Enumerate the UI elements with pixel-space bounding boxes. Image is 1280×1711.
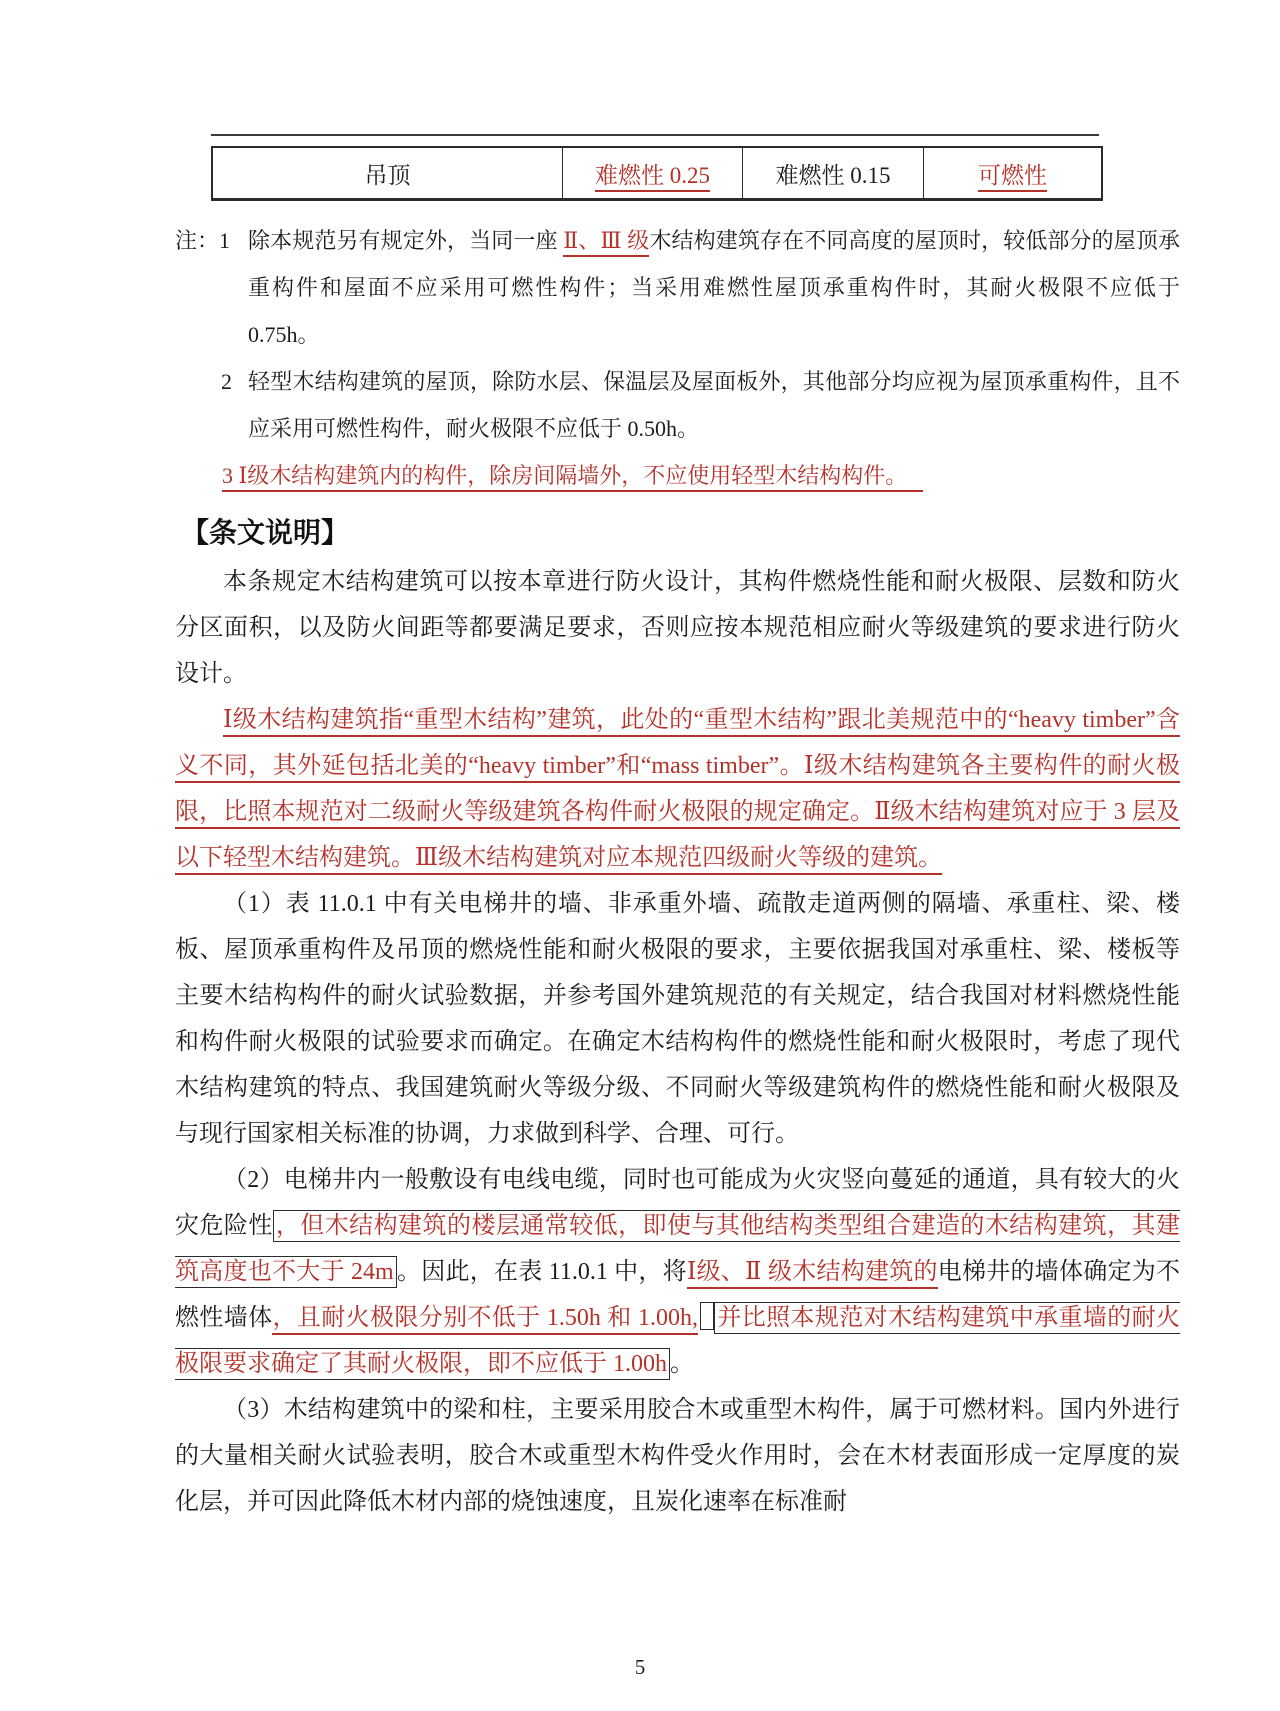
paragraph-item3: （3）木结构建筑中的梁和柱，主要采用胶合木或重型木构件，属于可燃材料。国内外进行的大量相关耐火试验表明，胶合木或重型木构件受火作用时，会在木材表面形成一定厚度的炭化层，并可因此降低木材内部的烧蚀速度，且炭化速率在标准耐	[175, 1397, 1180, 1515]
item2-underlined-insert-2: ，且耐火极限分别不低于 1.50h 和 1.00h,	[272, 1305, 698, 1335]
page-content	[175, 134, 1180, 1525]
note1-marker: 1	[219, 228, 231, 253]
page-number: 5	[634, 1655, 646, 1679]
grade2-value: 难燃性 0.15	[775, 162, 891, 188]
notes-block	[175, 217, 1180, 499]
fire-limit-table-area	[211, 134, 1099, 201]
item2-text-3: 电梯井的墙体确定为不燃性墙体	[175, 1259, 1181, 1331]
paragraph-item1: （1）表 11.0.1 中有关电梯井的墙、非承重外墙、疏散走道两侧的隔墙、承重柱、梁、楼板、屋顶承重构件及吊顶的燃烧性能和耐火极限的要求，主要依据我国对承重柱、梁、楼板等主要木结构构件的耐火试验数据，并参考国外建筑规范的有关规定，结合我国对材料燃烧性能和构件耐火极限的试验要求而确定。在确定木结构构件的燃烧性能和耐火极限时，考虑了现代木结构建筑的特点、我国建筑耐火等级分级、不同耐火等级建筑构件的燃烧性能和耐火极限及与现行国家相关标准的协调，力求做到科学、合理、可行。	[175, 891, 1180, 1147]
note-item-3	[222, 452, 1180, 499]
note1-text-post: 木结构建筑存在不同高度的屋顶时，较低部分的屋顶承重构件和屋面不应采用可燃性构件；当采用难燃性屋顶承重构件时，其耐火极限不应低于 0.75h。	[248, 228, 1180, 347]
item2-text-4: 。	[670, 1351, 694, 1377]
table-row-ceiling	[212, 147, 1102, 200]
note-item-1	[175, 217, 1180, 358]
fire-limit-table	[211, 146, 1103, 201]
note3-inserted-text: 3 Ⅰ级木结构建筑内的构件，除房间隔墙外，不应使用轻型木结构构件。	[222, 463, 923, 492]
item2-underlined-insert-1: Ⅰ级、Ⅱ 级木结构建筑的	[687, 1259, 938, 1289]
table-cell-component	[212, 147, 563, 200]
paragraph-scope: 本条规定木结构建筑可以按本章进行防火设计，其构件燃烧性能和耐火极限、层数和防火分区面积，以及防火间距等都要满足要求，否则应按本规范相应耐火等级建筑的要求进行防火设计。	[175, 569, 1180, 687]
item2-boxed-insert-2: 并比照本规范对木结构建筑中承重墙的耐火极限要求确定了其耐火极限，即不应低于 1.00h	[175, 1302, 1180, 1380]
note2-text: 轻型木结构建筑的屋顶，除防水层、保温层及屋面板外，其他部分均应视为屋顶承重构件，且不应采用可燃性构件，耐火极限不应低于 0.50h。	[248, 369, 1180, 441]
notes-label: 注：1	[175, 228, 231, 253]
paragraph-item2	[175, 1157, 1180, 1387]
item2-text-2: 。因此，在表 11.0.1 中，将	[396, 1259, 687, 1285]
table-cell-grade2	[743, 147, 924, 200]
grade3-value-revised: 可燃性	[978, 163, 1047, 192]
grade1-value-revised: 难燃性 0.25	[595, 163, 710, 192]
note-item-2	[175, 358, 1180, 452]
table-cell-grade3	[924, 147, 1103, 200]
item2-text-1: （2）电梯井内一般敷设有电线电缆，同时也可能成为火灾竖向蔓延的通道，具有较大的火灾危险性	[175, 1167, 1180, 1239]
box-start-marker	[700, 1302, 714, 1330]
table-cell-grade1	[563, 147, 743, 200]
clause-explanation-heading: 【条文说明】	[181, 517, 350, 548]
note2-marker: 2	[221, 369, 232, 394]
inserted-grades-definition: Ⅰ级木结构建筑指“重型木结构”建筑，此处的“重型木结构”跟北美规范中的“heavy timber”含义不同，其外延包括北美的“heavy timber”和“mass timber”。Ⅰ级木结构建筑各主要构件的耐火极限，比照本规范对二级耐火等级建筑各构件耐火极限的规定确定。Ⅱ级木结构建筑对应于 3 层及以下轻型木结构建筑。Ⅲ级木结构建筑对应本规范四级耐火等级的建筑。	[175, 707, 1180, 875]
component-label: 吊顶	[364, 162, 411, 188]
paragraph-grades-inserted	[175, 697, 1180, 881]
note1-revised-grades: Ⅱ、Ⅲ 级	[563, 228, 649, 257]
note1-text-pre: 除本规范另有规定外，当同一座	[248, 228, 564, 253]
table-page-break-line	[211, 134, 1099, 146]
item2-boxed-insert-1: ，但木结构建筑的楼层通常较低，即使与其他结构类型组合建造的木结构建筑，其建筑高度也不大于 24m	[175, 1210, 1180, 1288]
